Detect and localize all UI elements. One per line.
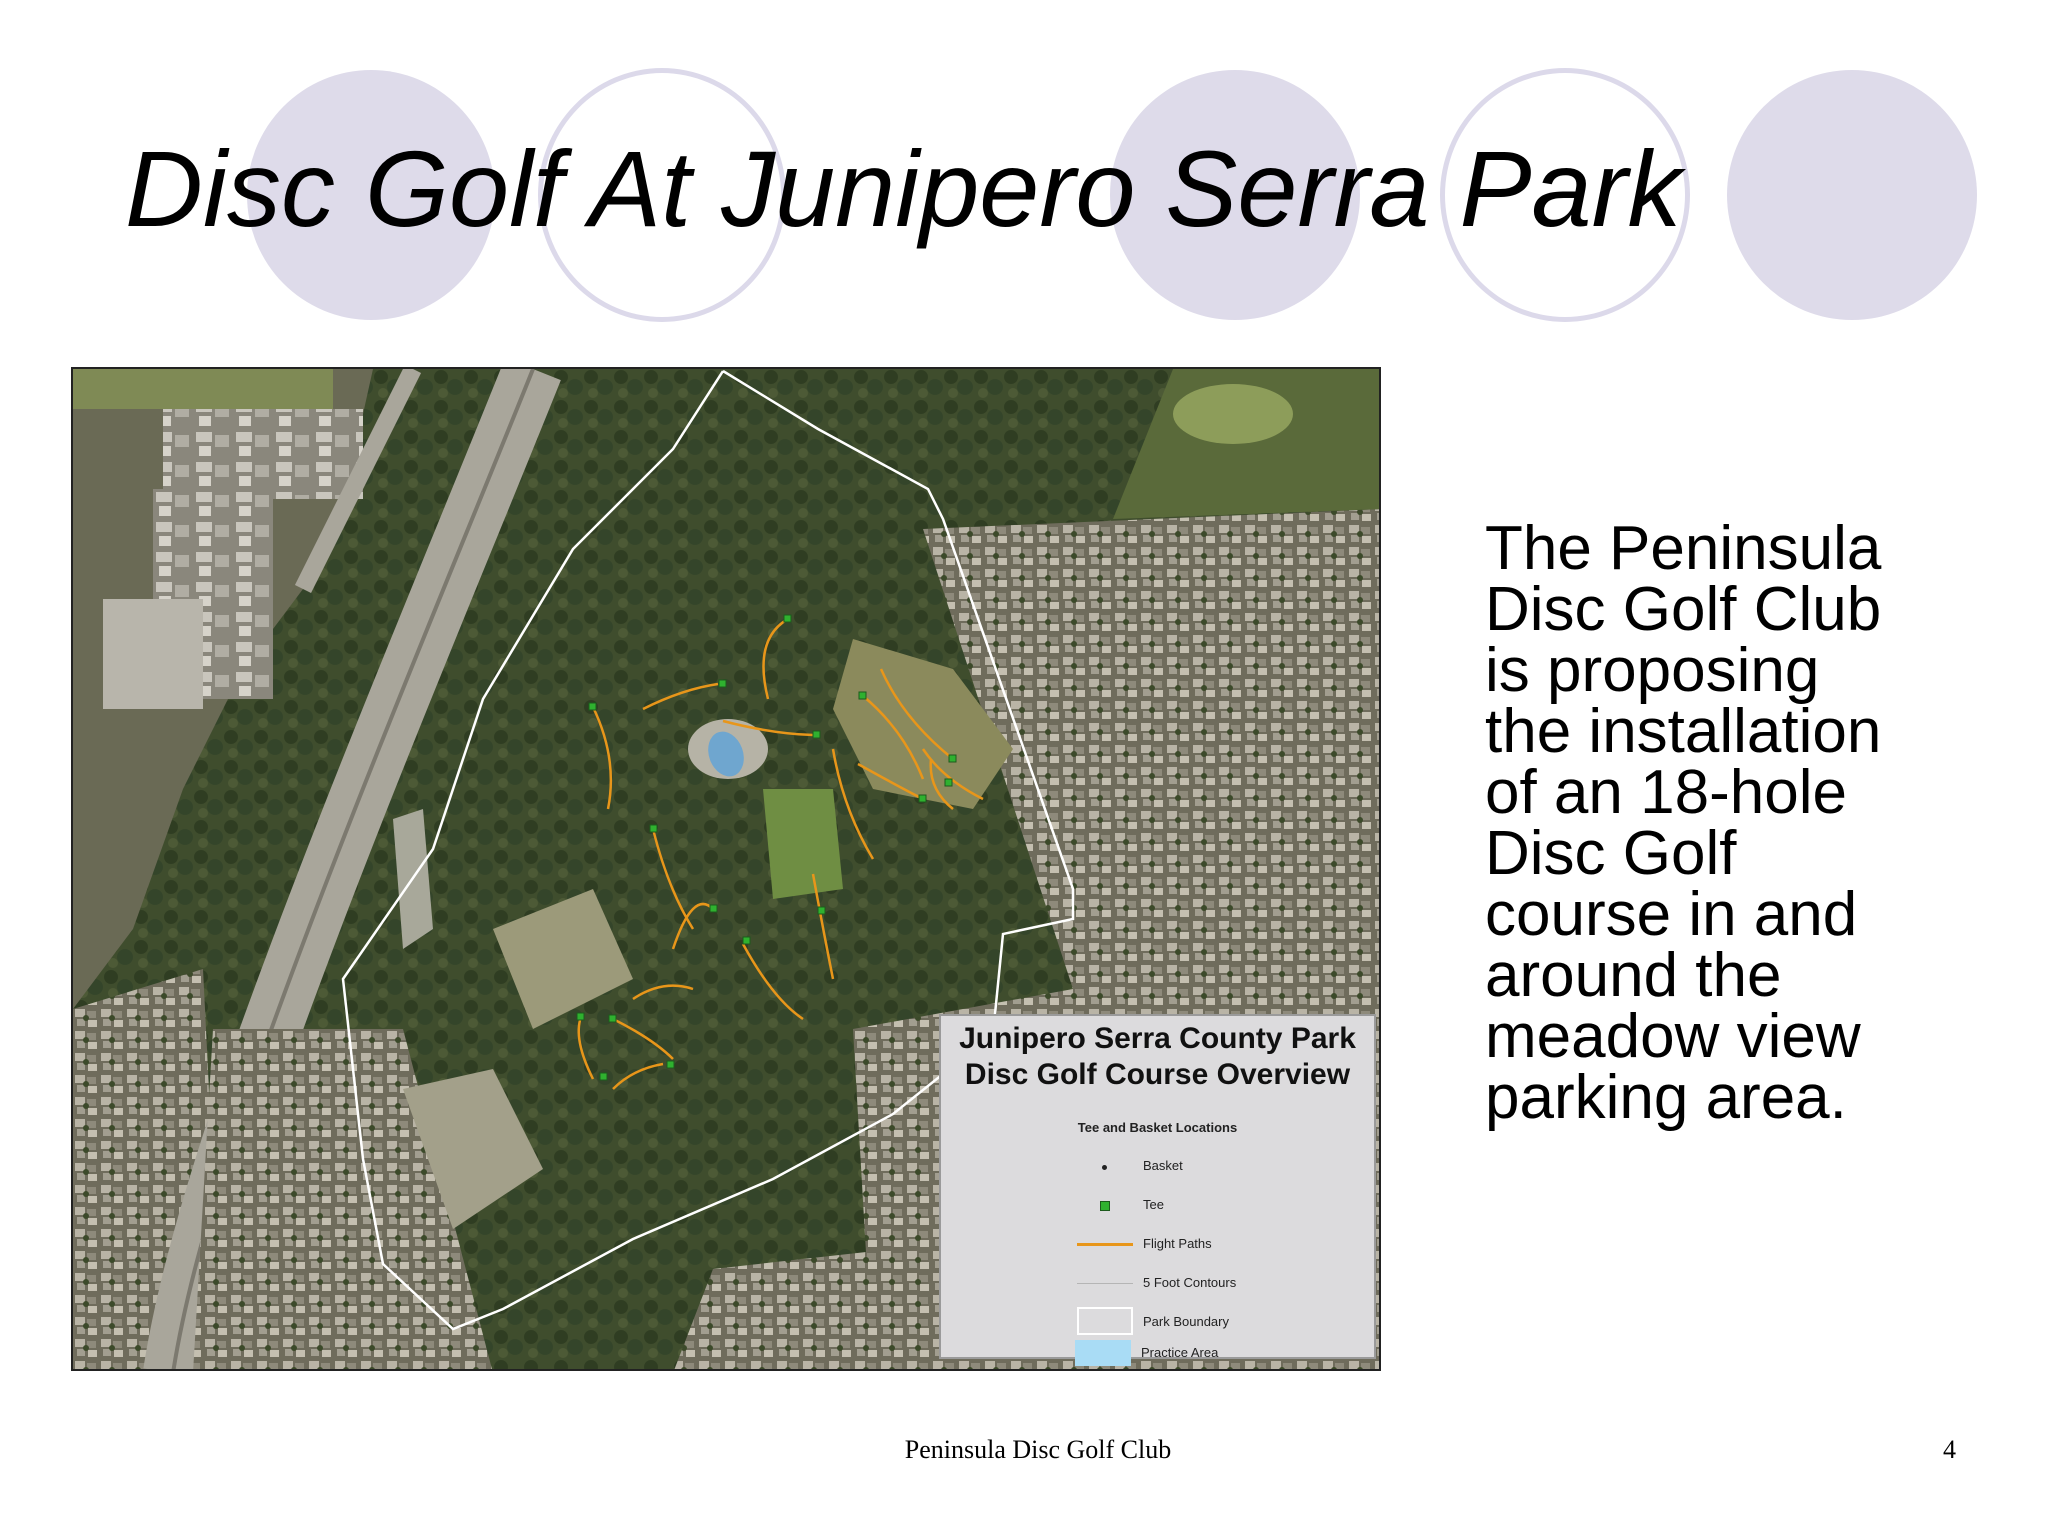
page-number: 4 [1943,1435,1956,1464]
legend-label: 5 Foot Contours [1143,1275,1237,1290]
legend-item-practice-area [939,1339,1376,1369]
body-line: meadow view [1485,1002,1861,1071]
legend-item-park-boundary [941,1308,1374,1338]
legend-label: Practice Area [1141,1345,1219,1360]
legend-label: Park Boundary [1143,1314,1229,1329]
body-line: the installation [1485,697,1882,766]
legend-title: Junipero Serra County Park [959,1022,1356,1055]
body-line: is proposing [1485,636,1820,705]
body-line: around the [1485,941,1782,1010]
legend-subtitle: Tee and Basket Locations [1077,1120,1238,1135]
legend-label: Flight Paths [1143,1236,1212,1251]
slide-footer: Peninsula Disc Golf Club [904,1435,1172,1464]
contour-symbol-icon [1077,1283,1133,1284]
slide-body-text [1485,514,2005,1132]
flight-path-symbol-icon [1077,1243,1133,1246]
park-boundary-symbol-icon [1077,1307,1133,1335]
body-line: Disc Golf [1485,819,1737,888]
legend-label: Tee [1143,1197,1164,1212]
legend-item-basket [941,1152,1374,1182]
practice-area-symbol-icon [1075,1340,1131,1366]
legend-item-flight-paths [941,1230,1374,1260]
deco-circle [1727,70,1977,320]
legend-title: Disc Golf Course Overview [964,1058,1351,1091]
legend-item-tee [941,1191,1374,1221]
body-line: course in and [1485,880,1858,949]
body-line: Disc Golf Club [1485,575,1882,644]
aerial-map [71,367,1381,1371]
legend-label: Basket [1143,1158,1183,1173]
tee-symbol-icon [1100,1201,1110,1211]
body-line: The Peninsula [1485,514,1882,583]
map-legend [939,1014,1376,1359]
slide-title: Disc Golf At Junipero Serra Park [125,128,1682,249]
body-line: of an 18-hole [1485,758,1847,827]
basket-symbol-icon [1102,1165,1107,1170]
body-line: parking area. [1485,1063,1847,1132]
legend-item-contours [941,1269,1374,1299]
